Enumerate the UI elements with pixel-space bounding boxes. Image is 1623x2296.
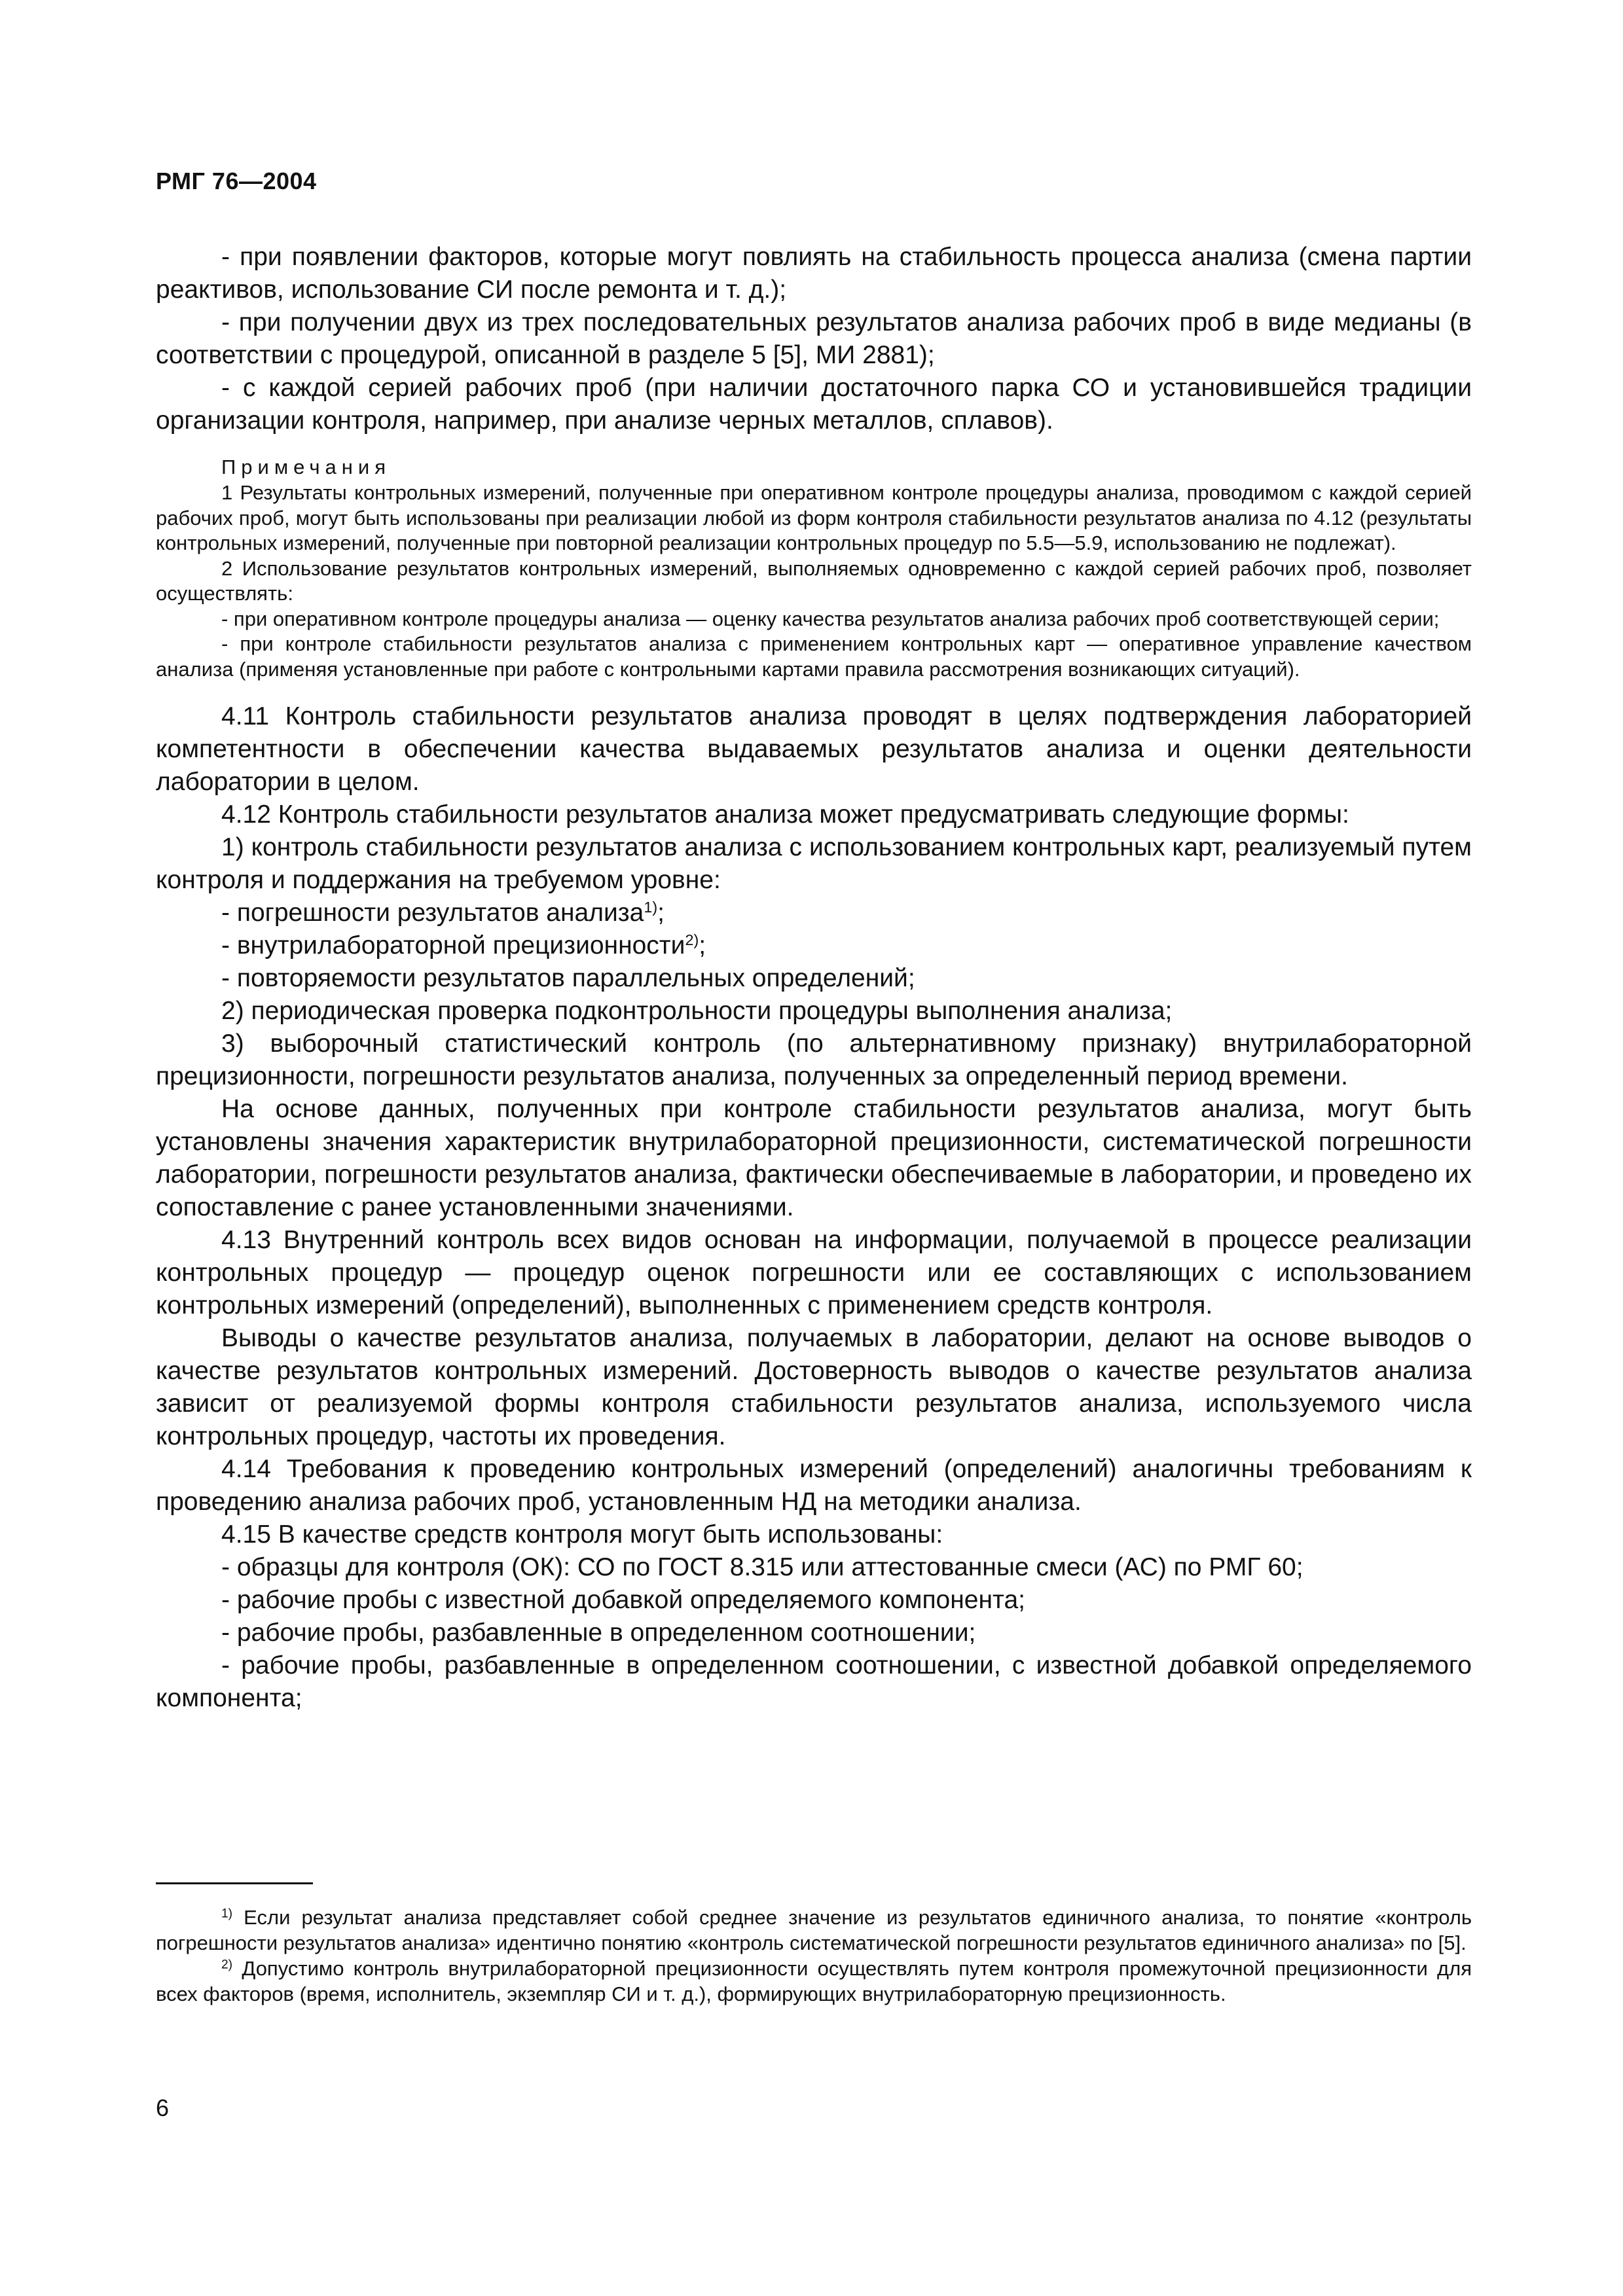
notes-block [156, 454, 1472, 682]
footnote-text: Если результат анализа представляет собой среднее значение из результатов единичного анализа, то понятие «контроль погрешности результатов анализа» идентично понятию «контроль систематической погрешности результатов единичного анализа» по [5]. [156, 1906, 1472, 1954]
footnote-2 [156, 1956, 1472, 2007]
clause-4-12: 4.12 Контроль стабильности результатов анализа может предусматривать следующие формы: [221, 800, 1349, 829]
paragraph: Выводы о качестве результатов анализа, получаемых в лаборатории, делают на основе выводов о качестве результатов контрольных измерений. Достоверность выводов о качестве результатов анализа зависит от реализуемой формы контроля стабильности результатов анализа, используемого числа контрольных процедур, частоты их проведения. [156, 1324, 1472, 1450]
punctuation: ; [657, 899, 665, 927]
paragraph: - при получении двух из трех последовательных результатов анализа рабочих проб в виде медианы (в соответствии с процедурой, описанной в разделе 5 [5], МИ 2881); [156, 308, 1472, 369]
list-item: - рабочие пробы, разбавленные в определенном соотношении; [221, 1619, 976, 1647]
clause-4-15: 4.15 В качестве средств контроля могут быть использованы: [221, 1520, 943, 1549]
notes-title: Примечания [221, 456, 391, 478]
document-code-header: РМГ 76—2004 [156, 168, 317, 194]
main-text [156, 241, 1472, 1715]
footnote-1 [156, 1905, 1472, 1956]
footnote-ref-1: 1) [644, 899, 658, 916]
list-item-text: - внутрилабораторной прецизионности [221, 931, 685, 960]
note-item: 1 Результаты контрольных измерений, полученные при оперативном контроле процедуры анализа, проводимом с каждой серией рабочих проб, могут быть использованы при реализации любой из форм контроля стабильности результатов анализа по 4.12 (результаты контрольных измерений, полученные при повторной реализации контрольных процедур по 5.5—5.9, использованию не подлежат). [156, 481, 1472, 554]
page-number: 6 [156, 2094, 170, 2121]
list-item: - рабочие пробы с известной добавкой определяемого компонента; [221, 1586, 1025, 1614]
paragraph: - с каждой серией рабочих проб (при наличии достаточного парка СО и установившейся традиции организации контроля, например, при анализе черных металлов, сплавов). [156, 374, 1472, 435]
form-item-3: 3) выборочный статистический контроль (по альтернативному признаку) внутрилабораторной прецизионности, погрешности результатов анализа, полученных за определенный период времени. [156, 1030, 1472, 1090]
clause-4-13: 4.13 Внутренний контроль всех видов основан на информации, получаемой в процессе реализации контрольных процедур — процедур оценок погрешности или ее составляющих с использованием контрольных измерений (определений), выполненных с применением средств контроля. [156, 1226, 1472, 1319]
footnote-marker: 1) [221, 1907, 233, 1921]
paragraph: На основе данных, полученных при контроле стабильности результатов анализа, могут быть установлены значения характеристик внутрилабораторной прецизионности, систематической погрешности лаборатории, погрешности результатов анализа, фактически обеспечиваемые в лаборатории, и проведено их сопоставление с ранее установленными значениями. [156, 1095, 1472, 1221]
list-item-repeatability: - повторяемости результатов параллельных определений; [221, 964, 915, 992]
clause-4-11: 4.11 Контроль стабильности результатов анализа проводят в целях подтверждения лабораторией компетентности в обеспечении качества выдаваемых результатов анализа и оценки деятельности лаборатории в целом. [156, 702, 1472, 796]
paragraph: - при появлении факторов, которые могут повлиять на стабильность процесса анализа (смена партии реактивов, использование СИ после ремонта и т. д.); [156, 243, 1472, 304]
list-item-error [156, 897, 1472, 929]
clause-4-14: 4.14 Требования к проведению контрольных измерений (определений) аналогичны требованиям к проведению анализа рабочих проб, установленным НД на методики анализа. [156, 1455, 1472, 1516]
footnote-text: Допустимо контроль внутрилабораторной прецизионности осуществлять путем контроля промежуточной прецизионности для всех факторов (время, исполнитель, экземпляр СИ и т. д.), формирующих внутрилабораторную прецизионность. [156, 1957, 1472, 2005]
footnotes [156, 1905, 1472, 2007]
note-item: 2 Использование результатов контрольных измерений, выполняемых одновременно с каждой серией рабочих проб, позволяет осуществлять: [156, 556, 1472, 605]
list-item: - образцы для контроля (ОК): СО по ГОСТ 8.315 или аттестованные смеси (АС) по РМГ 60; [221, 1553, 1304, 1581]
list-item: - рабочие пробы, разбавленные в определенном соотношении, с известной добавкой определяемого компонента; [156, 1651, 1472, 1712]
note-item: - при контроле стабильности результатов анализа с применением контрольных карт — оперативное управление качеством анализа (применяя установленные при работе с контрольными картами правила рассмотрения возникающих ситуаций). [156, 632, 1472, 681]
form-item-2: 2) периодическая проверка подконтрольности процедуры выполнения анализа; [221, 997, 1173, 1025]
footnote-marker: 2) [221, 1958, 233, 1972]
footnote-ref-2: 2) [685, 931, 699, 949]
punctuation: ; [699, 931, 706, 960]
list-item-text: - погрешности результатов анализа [221, 899, 644, 927]
list-item-precision [156, 929, 1472, 962]
footnote-separator [156, 1882, 313, 1884]
form-item-1: 1) контроль стабильности результатов анализа с использованием контрольных карт, реализуемый путем контроля и поддержания на требуемом уровне: [156, 833, 1472, 894]
note-item: - при оперативном контроле процедуры анализа — оценку качества результатов анализа рабочих проб соответствующей серии; [221, 607, 1440, 630]
